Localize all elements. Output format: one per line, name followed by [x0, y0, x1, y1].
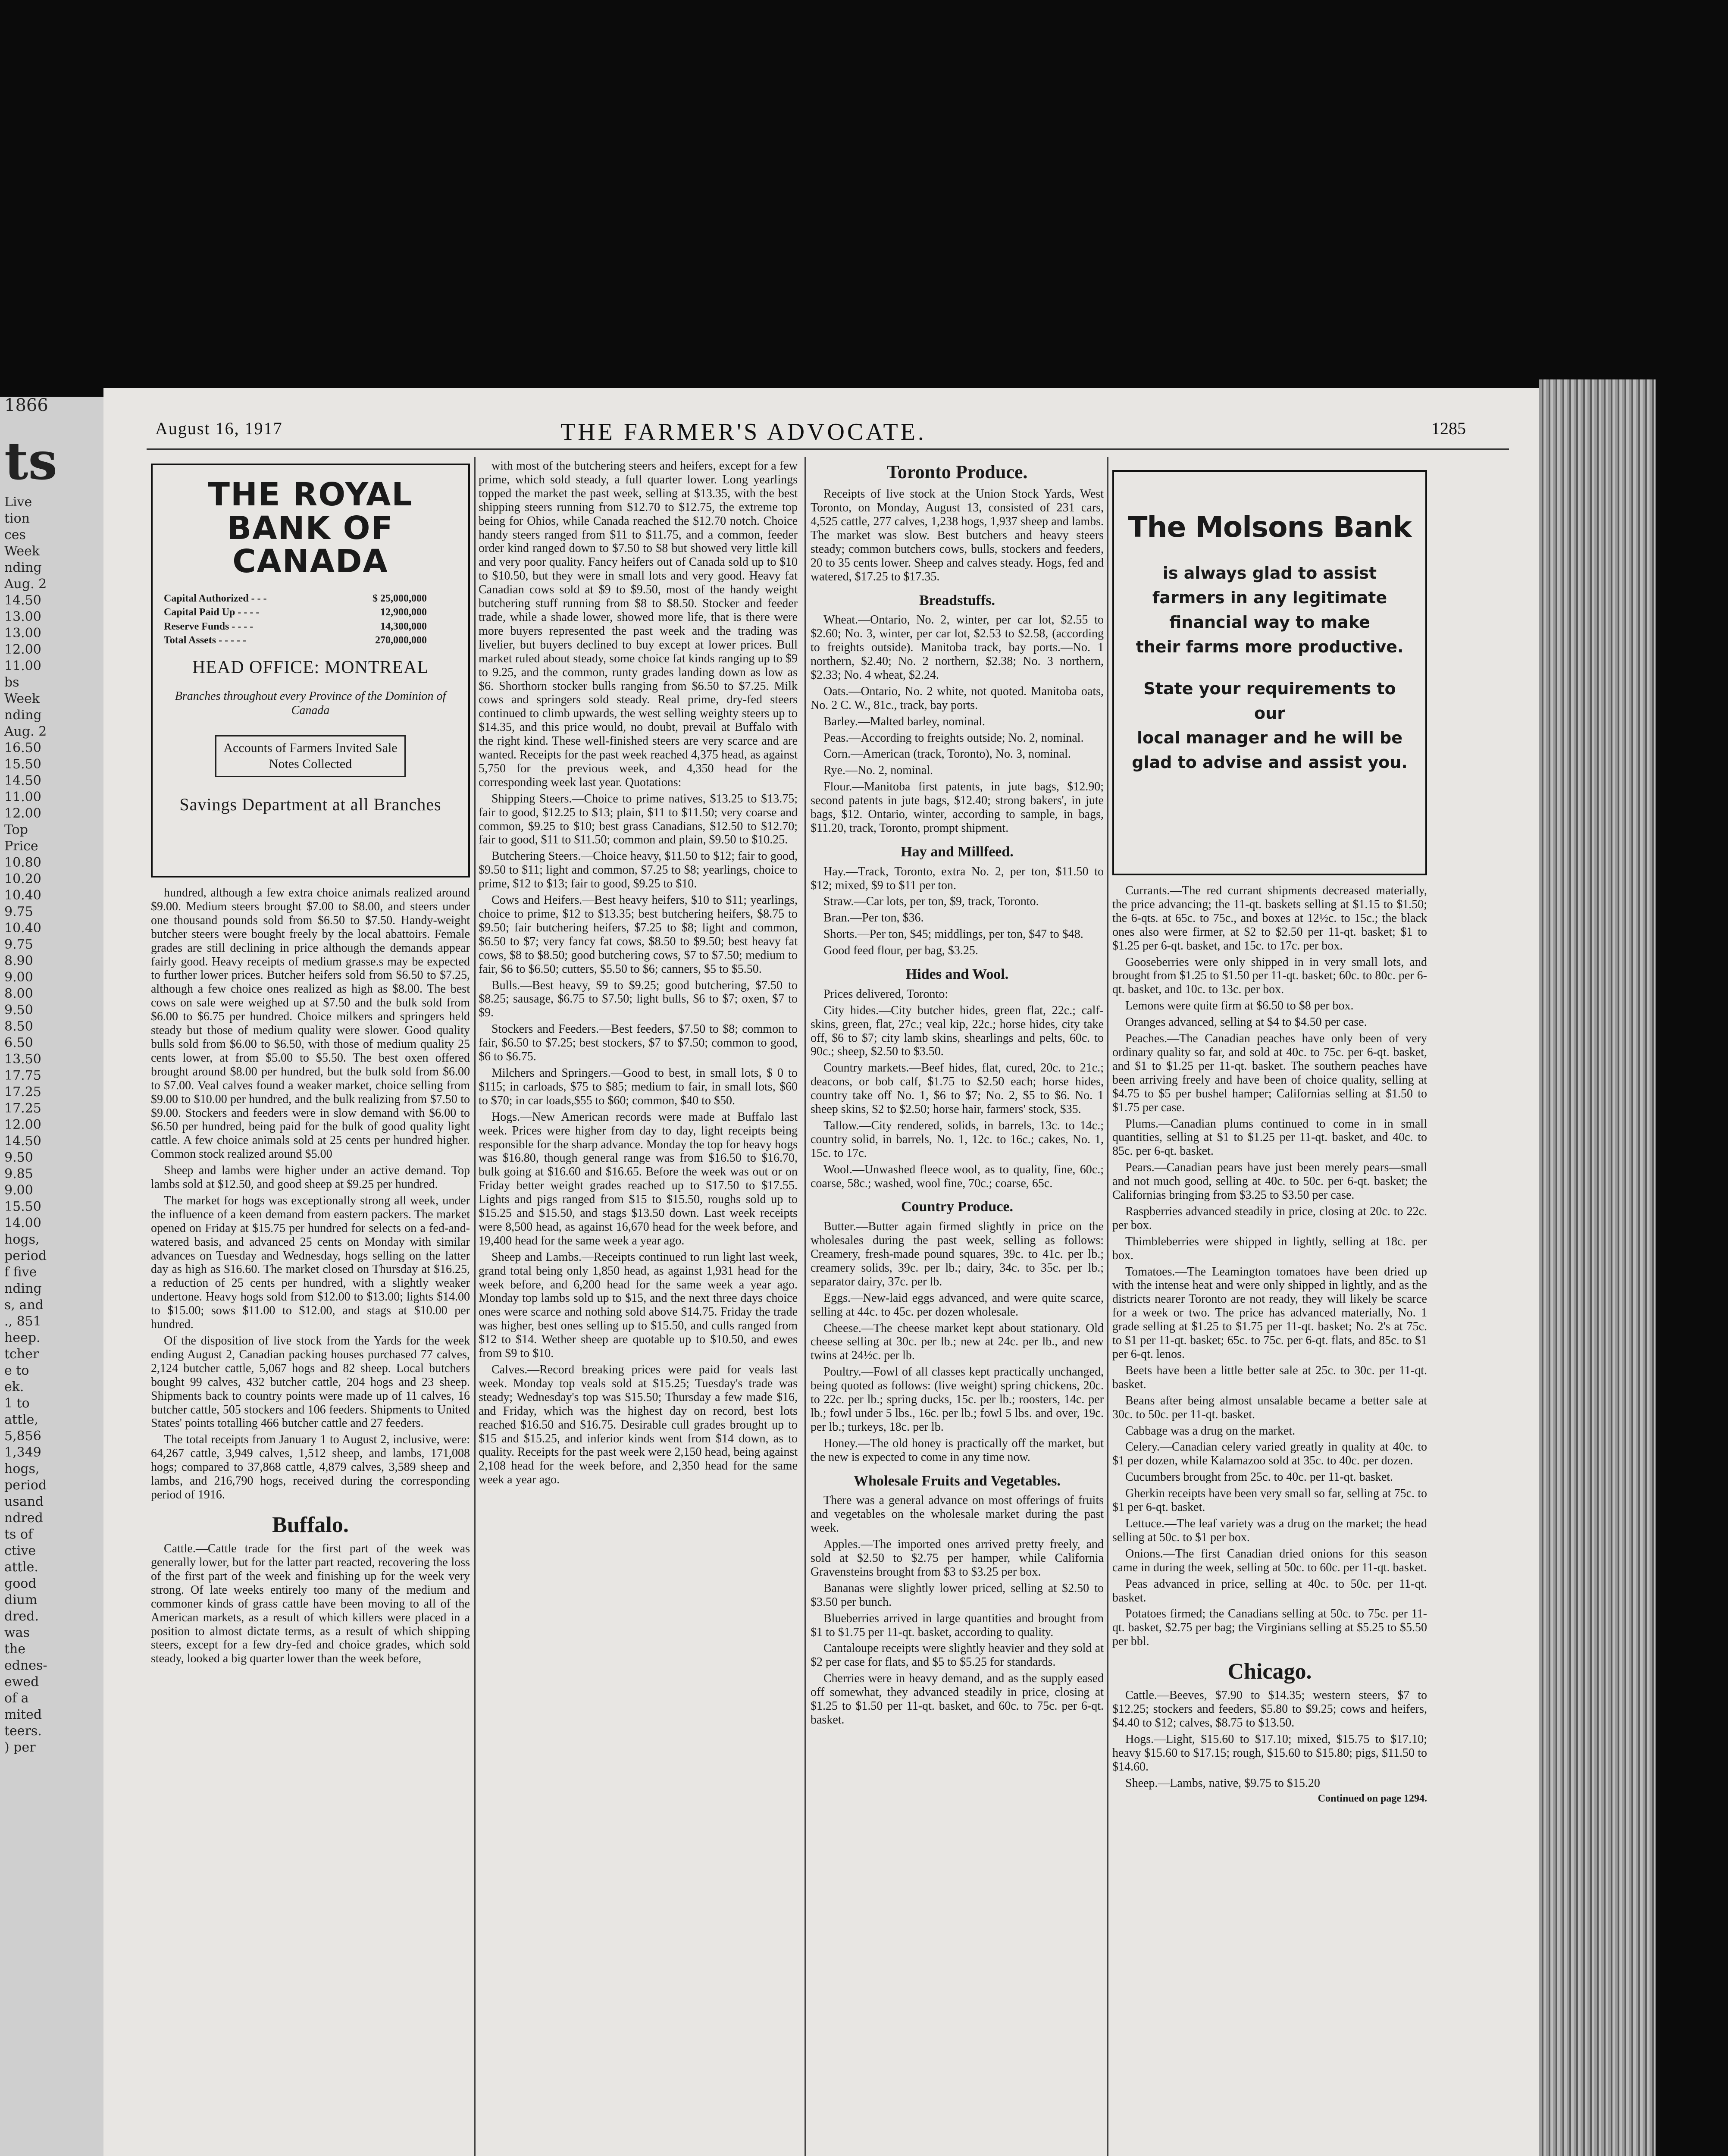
molsons-lines-1: [1126, 561, 1413, 659]
paragraph: City hides.—City butcher hides, green flat, 22c.; calf-skins, green, flat, 27c.; veal kip, 22c.; horse hides, city take off, $6 to $7; city lamb skins, shearlings and pelts, 60c. to 90c.; sheep, $2.50 to $3.50.: [811, 1003, 1104, 1059]
previous-page-fragment: 8.90: [4, 953, 33, 968]
paragraph: Cherries were in heavy demand, and as the supply eased off somewhat, they advanced steadily in price, closing at $1.25 to $1.50 per 11-qt. basket, and 60c. to 75c. per 6-qt. basket.: [811, 1672, 1104, 1727]
column-2: [479, 459, 798, 2156]
paragraph: Potatoes firmed; the Canadians selling at 50c. to 75c. per 11-qt. basket, $2.75 per bag; the Virginians selling at $5.25 to $5.50 per bbl.: [1112, 1607, 1427, 1648]
previous-page-fragment: 17.25: [4, 1084, 41, 1100]
paragraph: Raspberries advanced steadily in price, closing at 20c. to 22c. per box.: [1112, 1204, 1427, 1232]
paragraph: Pears.—Canadian pears have just been merely pears—small and not much good, selling at 40c. to 50c. per 6-qt. basket; the Californias bringing from $3.25 to $3.50 per case.: [1112, 1161, 1427, 1202]
paragraph: Oranges advanced, selling at $4 to $4.50 per case.: [1125, 1015, 1367, 1029]
previous-page-fragment: 17.75: [4, 1068, 41, 1083]
continued-note: Continued on page 1294.: [1318, 1792, 1427, 1804]
molsons-lines-2: [1126, 677, 1413, 775]
column-4: [1112, 884, 1427, 2156]
hay-list: [811, 865, 1104, 958]
paragraph: Cows and Heifers.—Best heavy heifers, $10 to $11; yearlings, choice to prime, $12 to $13.35; best butchering heifers, $8.75 to $9.50; fair butchering heifers, $7.25 to $8; light and common, $6.50 to $7; very fancy fat cows, $8.50 to $9.50; best heavy fat cows, $8 to $8.50; good butchering cows, $7 to $7.50; medium to fair, $6 to $6.50; cutters, $5.50 to $6; canners, $5 to $5.50.: [479, 893, 798, 976]
paragraph: Cabbage was a drug on the market.: [1125, 1424, 1296, 1438]
paragraph: Celery.—Canadian celery varied greatly in quality at 40c. to $1 per dozen, while Kalamazoo sold at 35c. to 40c. per dozen.: [1112, 1440, 1427, 1468]
previous-page-fragment: 13.00: [4, 626, 41, 641]
breadstuffs-list: [811, 613, 1104, 835]
chicago-list: [1112, 1689, 1427, 1790]
previous-page-fragment: 15.50: [4, 757, 41, 772]
previous-page-fragment: 13.00: [4, 609, 41, 624]
paragraph: Hogs.—Light, $15.60 to $17.10; mixed, $15.75 to $17.10; heavy $15.60 to $17.15; rough, $15.60 to $15.80; pigs, $11.50 to $14.60.: [1112, 1733, 1427, 1774]
paragraph: Shipping Steers.—Choice to prime natives, $13.25 to $13.75; fair to good, $12.25 to $13; plain, $11 to $11.50; very coarse and common, $9.25 to $10; best grass Canadians, $12.50 to $12.70; fair to good, $11 to $11.50; common and plain, $9.50 to $10.25.: [479, 792, 798, 847]
paragraph: glad to advise and assist you.: [1132, 753, 1408, 772]
previous-page-fragment: ) per: [4, 1740, 36, 1755]
paragraph: Cattle.—Beeves, $7.90 to $14.35; western steers, $7 to $12.25; stockers and feeders, $5.80 to $9.25; cows and heifers, $4.40 to $12; calves, $8.75 to $13.50.: [1112, 1689, 1427, 1730]
head-office: HEAD OFFICE: MONTREAL: [192, 657, 429, 677]
buffalo-paragraph: Cattle.—Cattle trade for the first part of the week was generally lower, but for the latter part reacted, recovering the loss of the first part of the week and finishing up for the week very strong. Of late weeks entirely too many of the medium and commoner kinds of grass cattle have been moving to all of the American markets, as a result of which killers were placed in a position to almost dictate terms, as a result of which shipping steers, except for a few dry-fed and choice grades, which sold steady, looked a big quarter lower than the week before,: [151, 1542, 470, 1666]
previous-page-fragment: 9.50: [4, 1150, 33, 1165]
paragraph: Milchers and Springers.—Good to best, in small lots, $ 0 to $115; in carloads, $75 to $85; medium to fair, in small lots, $60 to $70; in car loads,$55 to $60; common, $40 to $50.: [479, 1066, 798, 1107]
previous-page-fragment: ., 851: [4, 1314, 41, 1329]
previous-page-fragment: period: [4, 1248, 47, 1263]
paragraph: Sheep.—Lambs, native, $9.75 to $15.20: [1125, 1776, 1320, 1790]
paragraph: Cantaloupe receipts were slightly heavier and they sold at $2 per case for flats, and $5 to $5.25 for standards.: [811, 1642, 1104, 1669]
paragraph: Prices delivered, Toronto:: [823, 987, 949, 1001]
paragraph: The total receipts from January 1 to August 2, inclusive, were: 64,267 cattle, 3,949 calves, 1,512 sheep, and lambs, 171,008 hogs; compared to 37,868 cattle, 4,879 calves, 3,589 sheep and lambs, and 216,790 hogs, received during the corresponding period of 1916.: [151, 1433, 470, 1501]
paragraph: Tomatoes.—The Leamington tomatoes have been dried up with the intense heat and were only shipped in lightly, and as the districts nearer Toronto are not ready, they will likely be scarce for a week or two. The price has advanced materially, No. 1 grade selling at $1.25 to $1.75 per 11-qt. basket; No. 2's at 75c. to $1 per 11-qt. basket; 65c. to 75c. per 6-qt. flats, and 85c. to $1 per 6-qt. lenos.: [1112, 1265, 1427, 1361]
hides-heading: Hides and Wool.: [905, 966, 1009, 983]
paragraph: Cucumbers brought from 25c. to 40c. per 11-qt. basket.: [1125, 1470, 1393, 1484]
previous-page-fragment: mited: [4, 1707, 42, 1722]
previous-page-fragment: 14.00: [4, 1216, 41, 1231]
previous-page-fragment: of a: [4, 1691, 29, 1706]
paragraph: Wheat.—Ontario, No. 2, winter, per car lot, $2.55 to $2.60; No. 3, winter, per car lot, $2.53 to $2.58, (according to freights outside). Manitoba track, bay ports.—No. 1 northern, $2.40; No. 2 northern, $2.38; No. 3 northern, $2.33; No. 4 wheat, $2.24.: [811, 613, 1104, 682]
previous-page-strip: [0, 397, 103, 2156]
previous-page-fragment: 10.40: [4, 921, 41, 936]
previous-page-fragment: Aug. 2: [4, 577, 47, 592]
previous-page-fragment: 9.00: [4, 970, 33, 985]
chicago-heading: Chicago.: [1227, 1659, 1312, 1684]
paragraph: Lemons were quite firm at $6.50 to $8 per box.: [1125, 999, 1354, 1013]
paper-title: THE FARMER'S ADVOCATE.: [560, 419, 927, 445]
header-rule: [147, 448, 1509, 450]
previous-page-fragment: ek.: [4, 1379, 24, 1395]
paragraph: Blueberries arrived in large quantities and brought from $1 to $1.75 per 11-qt. basket, according to quality.: [811, 1611, 1104, 1639]
previous-page-fragment: 1 to: [4, 1396, 30, 1411]
previous-page-fragment: dium: [4, 1592, 38, 1608]
previous-page-fragment: period: [4, 1478, 47, 1493]
previous-page-fragment: f five: [4, 1265, 37, 1280]
paragraph: Plums.—Canadian plums continued to come in in small quantities, selling at $1 to $1.25 per 11-qt. basket, and 40c. to 85c. per 6-qt. basket.: [1112, 1117, 1427, 1158]
previous-page-fragment: hogs,: [4, 1232, 40, 1247]
previous-page-fragment: usand: [4, 1494, 44, 1509]
previous-page-fragment: 12.00: [4, 806, 41, 821]
previous-page-fragment: ewed: [4, 1674, 39, 1689]
previous-page-fragment: 11.00: [4, 790, 41, 805]
paragraph: Good feed flour, per bag, $3.25.: [823, 944, 978, 958]
previous-page-fragment: 12.00: [4, 1117, 41, 1132]
paragraph: Onions.—The first Canadian dried onions for this season came in during the week, selling at 50c. to 60c. per 11-qt. basket.: [1112, 1547, 1427, 1574]
paragraph: Gooseberries were only shipped in in very small lots, and brought from $1.25 to $1.50 per 11-qt. basket; 60c. to 80c. per 6-qt. basket, and 10c. to 13c. per box.: [1112, 955, 1427, 997]
previous-page-fragment: 8.00: [4, 986, 33, 1001]
column-divider: [805, 457, 806, 2156]
previous-page-fragment: s, and: [4, 1297, 44, 1313]
paragraph: Poultry.—Fowl of all classes kept practically unchanged, being quoted as follows: (live weight) spring chickens, 20c. to 22c. per lb.; spring ducks, 15c. per lb.; roosters, 14c. per lb.; fowl under 5 lbs., 16c. per lb.; fowl 5 lbs. and over, 19c. per lb.; turkeys, 18c. per lb.: [811, 1365, 1104, 1434]
paragraph: Straw.—Car lots, per ton, $9, track, Toronto.: [823, 895, 1039, 909]
capital-amount: $ 25,000,000: [373, 593, 427, 605]
paragraph: Country markets.—Beef hides, flat, cured, 20c. to 21c.; deacons, or bob calf, $1.75 to $2.50 each; horse hides, country take off No. 1, $6 to $7; No. 2, $5 to $6. No. 1 sheep skins, $2 to $2.50; horse hair, farmers' stock, $35.: [811, 1061, 1104, 1116]
previous-page-fragment: nding: [4, 560, 42, 575]
previous-page-fragment: ts of: [4, 1527, 33, 1542]
column-divider: [474, 457, 476, 2156]
toronto-intro: Receipts of live stock at the Union Stock Yards, West Toronto, on Monday, August 13, consisted of 231 cars, 4,525 cattle, 277 calves, 1,238 hogs, 1,937 sheep and lambs. The market was slow. Best butchers and heavy steers steady; common butchers cows, bulls, stockers and feeders, 20 to 35 cents lower. Sheep and calves steady. Hogs, fed and watered, $17.25 to $17.35.: [811, 487, 1104, 583]
paragraph: Corn.—American (track, Toronto), No. 3, nominal.: [823, 747, 1071, 761]
previous-page-fragment: was: [4, 1625, 30, 1640]
previous-page-fragment: Top: [4, 822, 28, 837]
previous-page-fragment: teers.: [4, 1724, 42, 1739]
paragraph: Bulls.—Best heavy, $9 to $9.25; good butchering, $7.50 to $8.25; sausage, $6.75 to $7.50; light bulls, $6 to $7; oxen, $7 to $9.: [479, 978, 798, 1020]
paragraph: Honey.—The old honey is practically off the market, but the new is expected to come in any time now.: [811, 1436, 1104, 1464]
previous-page-fragment: hogs,: [4, 1461, 40, 1476]
previous-page-fragment: bs: [4, 675, 19, 690]
previous-page-fragment: 11.00: [4, 658, 41, 674]
molsons-title: The Molsons Bank: [1128, 511, 1412, 544]
paragraph: is always glad to assist: [1162, 564, 1377, 583]
paragraph: Bananas were slightly lower priced, selling at $2.50 to $3.50 per bunch.: [811, 1581, 1104, 1609]
previous-page-number: 1866: [4, 397, 48, 415]
paragraph: hundred, although a few extra choice animals realized around $9.00. Medium steers brought $7.00 to $8.00, and steers under one thousand pounds sold from $6.50 to $7.50. Handy-weight butcher steers were bought freely by the local abattoirs. Female grades are still declining in price although the demands appear fairly good. Heavy receipts of medium grasse.s may be expected to further lower prices. Butcher heifers sold from $6.50 to $7.25, although a few choice ones realized as high as $8.00. The best cows on sale were weighed up at $7.50 and the bulk sold from $6.00 to $6.75 per hundred. Choice milkers and springers held steady but those of medium quality were slower. Good quality bulls sold from $6.00 to $6.50, with those of medium quality 25 cents lower, at from $5.00 to $5.50. The best oxen offered brought around $8.00 per hundred, but the bulk sold from $6.00 to $7.00. Veal calves found a weaker market, choice selling from $9.00 to $10.00 per hundred, and the bulk realizing from $7.50 to $9.00. Stockers and feeders were in slow demand with $6.00 to $6.50 per hundred, being paid for the bulk of good quality light cattle. A few choice animals sold at 25 cents per hundred higher. Common stock realized around $5.00: [151, 886, 470, 1161]
paragraph: Rye.—No. 2, nominal.: [823, 764, 933, 777]
previous-page-fragment: tcher: [4, 1347, 39, 1362]
paragraph: Peaches.—The Canadian peaches have only been of very ordinary quality so far, and sold at 40c. to 75c. per 6-qt. basket, and $1 to $1.25 per 11-qt. basket. The southern peaches have been arriving freely and have been of choice quality, selling at $4.75 to $5 per bushel hamper; Californias selling at $1.50 to $1.75 per case.: [1112, 1032, 1427, 1114]
col1-paragraphs: [151, 886, 470, 1502]
paragraph: Wool.—Unwashed fleece wool, as to quality, fine, 60c.; coarse, 58c.; washed, wool fine, 70c.; coarse, 65c.: [811, 1163, 1104, 1190]
paragraph: Sheep and Lambs.—Receipts continued to run light last week, grand total being only 1,850 head, as against 1,931 head for the week before, and 6,200 head for the same week a year ago. Monday top lambs sold up to $15, and the next three days choice ones were scarce and nothing sold above $14.75. Friday the trade was higher, best ones selling up to $15.50, and culls ranged from $12 to $14. Wether sheep are quotable up to $10.50, and ewes from $9 to $10.: [479, 1250, 798, 1360]
previous-page-fragment: tion: [4, 511, 30, 526]
previous-page-fragment: 9.00: [4, 1183, 33, 1198]
previous-page-fragment: 8.50: [4, 1019, 33, 1034]
breadstuffs-heading: Breadstuffs.: [919, 592, 995, 608]
previous-page-fragment: Week: [4, 544, 40, 559]
accounts-box: Accounts of Farmers Invited Sale Notes Collected: [215, 735, 406, 777]
previous-page-fragment: attle,: [4, 1412, 38, 1427]
previous-page-fragment: ndred: [4, 1510, 43, 1526]
column-1: [151, 461, 470, 2156]
previous-page-fragment: 14.50: [4, 773, 41, 788]
previous-page-fragment: attle.: [4, 1560, 38, 1575]
previous-page-fragment: 12.00: [4, 642, 41, 657]
paragraph: Currants.—The red currant shipments decreased materially, the price advancing; the 11-qt. baskets selling at $1.15 to $1.50; the 6-qts. at 65c. to 75c., and boxes at 12½c. to 15c.; the black ones also were firmer, at $2 to $2.50 per 11-qt. basket; $1 to $1.25 per 6-qt. basket, and 15c. to 17c. per box.: [1112, 884, 1427, 953]
previous-page-fragment: ces: [4, 527, 26, 542]
paragraph: local manager and he will be: [1137, 728, 1402, 747]
paragraph: Eggs.—New-laid eggs advanced, and were quite scarce, selling at 44c. to 45c. per dozen wholesale.: [811, 1291, 1104, 1319]
buffalo-heading: Buffalo.: [272, 1512, 349, 1537]
previous-page-fragment: 10.20: [4, 871, 41, 887]
previous-page-fragment: nding: [4, 1281, 42, 1296]
fruits-list: [811, 1494, 1104, 1727]
fruits-heading: Wholesale Fruits and Vegetables.: [854, 1473, 1061, 1489]
previous-page-fragment: 13.50: [4, 1052, 41, 1067]
country-produce-heading: Country Produce.: [901, 1199, 1014, 1215]
col2-paragraphs: [479, 459, 798, 1487]
paragraph: There was a general advance on most offerings of fruits and vegetables on the wholesale market during the past week.: [811, 1494, 1104, 1535]
paragraph: Butchering Steers.—Choice heavy, $11.50 to $12; fair to good, $9.50 to $11; light and common, $7.25 to $8; yearlings, choice to prime, $12 to $13; fair to good, $9.25 to $10.: [479, 849, 798, 891]
paragraph: Hay.—Track, Toronto, extra No. 2, per ton, $11.50 to $12; mixed, $9 to $11 per ton.: [811, 865, 1104, 892]
previous-page-fragment: 10.40: [4, 888, 41, 903]
paragraph: Bran.—Per ton, $36.: [823, 911, 924, 925]
paragraph: Apples.—The imported ones arrived pretty freely, and sold at $2.50 to $2.75 per hamper, while California Gravensteins brought from $3 to $3.25 per box.: [811, 1538, 1104, 1579]
paragraph: Peas advanced in price, selling at 40c. to 50c. per 11-qt. basket.: [1112, 1577, 1427, 1604]
previous-page-fragment: Price: [4, 839, 38, 854]
page-number: 1285: [1431, 419, 1466, 438]
previous-page-fragment: good: [4, 1576, 37, 1591]
paragraph: farmers in any legitimate: [1152, 588, 1387, 607]
previous-page-fragment: 17.25: [4, 1101, 41, 1116]
previous-page-fragment: 9.75: [4, 937, 33, 952]
previous-page-fragment: 16.50: [4, 740, 41, 755]
paragraph: their farms more productive.: [1136, 637, 1404, 656]
paragraph: Gherkin receipts have been very small so far, selling at 75c. to $1 per 6-qt. basket.: [1112, 1487, 1427, 1514]
previous-page-fragment: ts: [4, 431, 57, 492]
branches-note: Branches throughout every Province of the Dominion of Canada: [175, 689, 446, 718]
previous-page-fragment: the: [4, 1642, 26, 1657]
previous-page-fragment: Aug. 2: [4, 724, 47, 739]
paragraph: Flour.—Manitoba first patents, in jute bags, $12.90; second patents in jute bags, $12.40; strong bakers', in jute bags, $12. Ontario, winter, according to sample, in bags, $11.20, track, Toronto, prompt shipment.: [811, 780, 1104, 835]
paragraph: Tallow.—City rendered, solids, in barrels, 13c. to 14c.; country solid, in barrels, No. 1, 12c. to 16c.; cakes, No. 1, 15c. to 17c.: [811, 1119, 1104, 1160]
paragraph: The market for hogs was exceptionally strong all week, under the influence of a keen demand from eastern packers. The market opened on Friday at $15.75 per hundred for selects on a fed-and-watered basis, and advanced 25 cents on Monday with similar advances on Tuesday and Wednesday, hogs selling on the latter day as high as $16.60. The market closed on Thursday at $16.25, a reduction of 25 cents per hundred, with a slightly weaker undertone. Heavy hogs sold from $12.00 to $13.00; lights $14.00 to $15.00; sows $11.00 to $12.00, and stags at $10.00 per hundred.: [151, 1194, 470, 1332]
paragraph: Oats.—Ontario, No. 2 white, not quoted. Manitoba oats, No. 2 C. W., 81c., track, bay ports.: [811, 684, 1104, 712]
paragraph: Cheese.—The cheese market kept about stationary. Old cheese selling at 30c. per lb.; new at 24c. per lb., and new twins at 24½c. per lb.: [811, 1321, 1104, 1363]
capital-label: Capital Authorized - - -: [164, 593, 267, 605]
previous-page-fragment: 9.50: [4, 1003, 33, 1018]
toronto-produce-heading: Toronto Produce.: [886, 461, 1028, 483]
capital-label: Total Assets - - - - -: [164, 635, 247, 646]
previous-page-fragment: e to: [4, 1363, 29, 1378]
hay-heading: Hay and Millfeed.: [901, 843, 1014, 860]
paragraph: Peas.—According to freights outside; No. 2, nominal.: [823, 731, 1084, 745]
paragraph: financial way to make: [1169, 613, 1370, 632]
hides-list: [811, 987, 1104, 1191]
previous-page-fragment: nding: [4, 708, 42, 723]
paragraph: Hogs.—New American records were made at Buffalo last week. Prices were higher from day to day, light receipts being responsible for the sharp advance. Monday the top for heavy hogs was $16.80, though general range was from $16.50 to $16.70, bulk going at $16.60 and $16.65. Before the week was out or on Friday better weight grades reached up to $17.50 to $17.55. Lights and pigs ranged from $15 to $15.50, roughs sold up to $15.25 and $15.50, and stags $13.50 down. Last week receipts were 8,500 head, as against 16,670 head for the week before, and 19,400 head for the same week a year ago.: [479, 1110, 798, 1247]
previous-page-fragment: 6.50: [4, 1035, 33, 1050]
paragraph: Shorts.—Per ton, $45; middlings, per ton, $47 to $48.: [823, 928, 1083, 941]
paragraph: Butter.—Butter again firmed slightly in price on the wholesales during the past week, selling as follows: Creamery, fresh-made pound squares, 39c. to 41c. per lb.; creamery solids, 39c. per lb.; dairy, 34c. to 35c. per lb.; separator dairy, 37c. per lb.: [811, 1220, 1104, 1288]
previous-page-fragment: 9.75: [4, 904, 33, 919]
capital-label: Reserve Funds - - - -: [164, 620, 254, 632]
paragraph: Stockers and Feeders.—Best feeders, $7.50 to $8; common to fair, $6.50 to $7.25; best stockers, $7 to $7.50; common to good, $6 to $6.75.: [479, 1022, 798, 1064]
previous-page-fragment: 14.50: [4, 593, 41, 608]
previous-page-fragment: ednes-: [4, 1658, 47, 1673]
capital-label: Capital Paid Up - - - -: [164, 607, 260, 618]
previous-page-fragment: 15.50: [4, 1199, 41, 1214]
capital-amount: 12,900,000: [380, 607, 427, 618]
previous-page-fragment: dred.: [4, 1609, 39, 1624]
capital-amount: 14,300,000: [380, 620, 427, 632]
previous-page-fragment: ctive: [4, 1543, 36, 1558]
previous-page-fragment: Week: [4, 691, 40, 706]
molsons-bank-advertisement: [1112, 470, 1427, 875]
paragraph: Beets have been a little better sale at 25c. to 30c. per 11-qt. basket.: [1112, 1363, 1427, 1391]
book-page-edges: [1539, 379, 1656, 2156]
paragraph: Beans after being almost unsalable became a better sale at 30c. to 50c. per 11-qt. basket.: [1112, 1394, 1427, 1421]
col4-paragraphs: [1112, 884, 1427, 1648]
column-3: [811, 461, 1104, 2156]
previous-page-fragment: heep.: [4, 1330, 41, 1345]
previous-page-fragment: 1,349: [4, 1445, 41, 1460]
capital-amount: 270,000,000: [375, 635, 427, 646]
paragraph: Barley.—Malted barley, nominal.: [823, 714, 986, 728]
previous-page-fragment: 9.85: [4, 1166, 33, 1181]
paragraph: State your requirements to our: [1143, 679, 1396, 723]
previous-page-fragment: 5,856: [4, 1429, 41, 1444]
previous-page-fragment: Live: [4, 495, 32, 510]
previous-page-fragment: 10.80: [4, 855, 41, 870]
paragraph: Sheep and lambs were higher under an active demand. Top lambs sold at $12.50, and good sheep at $9.25 per hundred.: [151, 1164, 470, 1191]
issue-date: August 16, 1917: [155, 419, 283, 438]
paragraph: with most of the butchering steers and heifers, except for a few prime, which sold steady, a full quarter lower. Long yearlings topped the market the past week, selling at $13.35, with the best shipping steers running from $12.70 to $12.75, the extreme top being for Ohios, while Canada reached the $12.70 notch. Choice handy steers ranged from $11 to $11.75, and a common, feeder order kind ranged down to $7.50 to $8 but showed very little kill and very poor quality. Fancy heifers out of Canada sold up to $10 to $10.50, but they were in small lots and very good. Heavy fat Canadian cows sold at $9 to $9.50, most of the handy weight butchering stuff running from $8 to $8.50. Stocker and feeder trade, while a shade lower, showed more life, that is there were more buyers represented the past week and the trading was livelier, but buyers declined to buy except at lower prices. Bull market ruled about steady, some choice fat kinds ranging up to $9 to 9.25, and the common, runty grades landing down as low as $6. Shorthorn stocker bulls ranging from $6.50 to $7.25. Milk cows and springers sold steady. Real prime, dry-fed steers continued to climb upwards, the west selling weighty steers up to $14.35, and this price would, no doubt, prevail at Buffalo with the right kind. These well-finished steers are very scarce and are wanted. Receipts for the past week reached 4,375 head, as against 5,750 for the previous week, and 4,350 head for the corresponding week last year. Quotations:: [479, 459, 798, 789]
paragraph: Of the disposition of live stock from the Yards for the week ending August 2, Canadian packing houses purchased 77 calves, 2,124 butcher cattle, 5,067 hogs and 82 sheep. Local butchers bought 99 calves, 432 butcher cattle, 204 hogs and 23 sheep. Shipments back to country points were made up of 11 calves, 16 butcher cattle, 505 stockers and 106 feeders. Shipments to United States' points totalling 466 butcher cattle and 27 feeders.: [151, 1334, 470, 1430]
previous-page-fragment: 14.50: [4, 1134, 41, 1149]
paragraph: Thimbleberries were shipped in lightly, selling at 18c. per box.: [1112, 1235, 1427, 1262]
savings-department: Savings Department at all Branches: [179, 794, 441, 814]
paragraph: Lettuce.—The leaf variety was a drug on the market; the head selling at 50c. to $1 per box.: [1112, 1517, 1427, 1544]
royal-bank-title: THE ROYAL BANK OF CANADA: [208, 476, 413, 580]
country-produce-list: [811, 1220, 1104, 1464]
paragraph: Calves.—Record breaking prices were paid for veals last week. Monday top veals sold at $15.25; Tuesday's trade was steady; Wednesday's top was $15.50; Thursday a few made $16, and Friday, which was the highest day on record, best lots reached $16.50 and $16.75. Desirable cull grades brought up to $15 and $15.25, and inferior kinds went from $14 down, as to quality. Receipts for the past week were 2,150 head, being against 2,108 head for the week before, and 2,350 head for the same week a year ago.: [479, 1363, 798, 1487]
column-divider: [1107, 457, 1108, 2156]
